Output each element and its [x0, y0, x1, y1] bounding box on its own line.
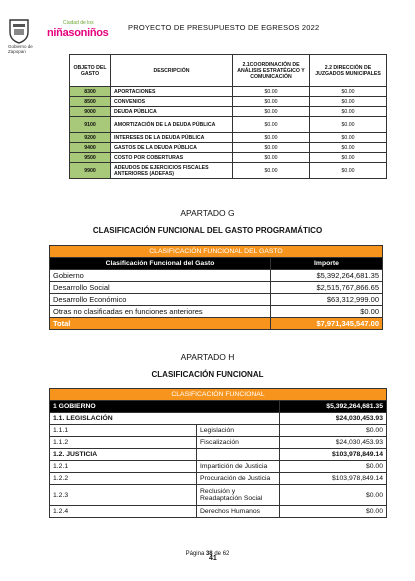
table-row — [50, 270, 383, 282]
footer-stamp: 41 — [209, 555, 217, 562]
section-h-title: CLASIFICACIÓN FUNCIONAL — [151, 370, 264, 379]
table-row — [50, 473, 387, 485]
object-desc: COSTO POR COBERTURAS — [111, 153, 233, 163]
gobierno-row — [50, 401, 387, 413]
amount-coordinacion: $0.00 — [233, 87, 310, 97]
footer-total: 62 — [222, 551, 230, 557]
row-value: $63,312,999.00 — [271, 294, 383, 306]
total-value: $7,971,345,547.00 — [271, 318, 383, 330]
table-row — [50, 437, 387, 449]
object-code: 9200 — [70, 133, 111, 143]
row-code: 1.2.2 — [50, 473, 197, 485]
table-row — [50, 485, 387, 506]
col-coordinacion: 2.1COORDINACIÓN DE ANÁLISIS ESTRATÉGICO Y COMUNICACIÓN — [233, 55, 310, 87]
row-name: Gobierno — [50, 270, 271, 282]
row-name: Impartición de Justicia — [197, 461, 280, 473]
table-row — [70, 117, 387, 133]
row-value: $0.00 — [280, 485, 387, 506]
object-code: 9100 — [70, 117, 111, 133]
table-row — [70, 143, 387, 153]
amount-juzgados: $0.00 — [310, 87, 387, 97]
table-row — [50, 294, 383, 306]
row-code: 1.2.4 — [50, 506, 197, 518]
section-h-label: APARTADO H — [180, 352, 235, 362]
table-row — [70, 163, 387, 179]
row-value: $0.00 — [271, 306, 383, 318]
object-code: 8500 — [70, 97, 111, 107]
row-value: $24,030,453.93 — [280, 413, 387, 425]
functional-detail-table — [49, 388, 387, 518]
row-value: $0.00 — [280, 425, 387, 437]
empty-cell — [197, 449, 280, 461]
footer-prefix: Página — [185, 551, 205, 557]
amount-coordinacion: $0.00 — [233, 117, 310, 133]
section-g-title: CLASIFICACIÓN FUNCIONAL DEL GASTO PROGRAMÁTICO — [92, 226, 323, 235]
row-value: $5,392,264,681.35 — [280, 401, 387, 413]
row-name: Desarrollo Social — [50, 282, 271, 294]
table-header-row — [70, 55, 387, 87]
row-code: 1.1.1 — [50, 425, 197, 437]
row-name: Fiscalización — [197, 437, 280, 449]
table-row — [70, 97, 387, 107]
city-name: Gobierno de Zapopan — [8, 44, 33, 54]
row-code: 1.2.3 — [50, 485, 197, 506]
table-row — [50, 425, 387, 437]
row-name: Desarrollo Económico — [50, 294, 271, 306]
table-band: CLASIFICACIÓN FUNCIONAL — [50, 389, 387, 401]
row-value: $0.00 — [280, 506, 387, 518]
table-row — [70, 107, 387, 117]
amount-juzgados: $0.00 — [310, 153, 387, 163]
ninez-logo-top: Ciudad de los — [63, 20, 94, 26]
page-header — [0, 0, 415, 54]
amount-juzgados: $0.00 — [310, 97, 387, 107]
document-title: PROYECTO DE PRESUPUESTO DE EGRESOS 2022 — [128, 23, 320, 32]
table-row — [50, 461, 387, 473]
amount-coordinacion: $0.00 — [233, 107, 310, 117]
amount-juzgados: $0.00 — [310, 163, 387, 179]
amount-juzgados: $0.00 — [310, 133, 387, 143]
amount-juzgados: $0.00 — [310, 143, 387, 153]
object-code: 9900 — [70, 163, 111, 179]
row-name: Reclusión y Readaptación Social — [197, 485, 280, 506]
amount-coordinacion: $0.00 — [233, 153, 310, 163]
amount-coordinacion: $0.00 — [233, 97, 310, 107]
row-value: $103,978,849.14 — [280, 449, 387, 461]
subtotal-row — [50, 449, 387, 461]
row-name: 1.1. LEGISLACIÓN — [50, 413, 280, 425]
object-code: 8300 — [70, 87, 111, 97]
table-row — [70, 133, 387, 143]
amount-coordinacion: $0.00 — [233, 163, 310, 179]
total-row — [50, 318, 383, 330]
object-desc: ADEUDOS DE EJERCICIOS FISCALES ANTERIORES (ADEFAS) — [111, 163, 233, 179]
object-desc: GASTOS DE LA DEUDA PÚBLICA — [111, 143, 233, 153]
table-row — [50, 282, 383, 294]
table-row — [70, 153, 387, 163]
object-code: 9500 — [70, 153, 111, 163]
page-footer — [0, 551, 415, 562]
footer-sep: de — [214, 551, 222, 557]
object-desc: INTERESES DE LA DEUDA PÚBLICA — [111, 133, 233, 143]
ninez-logo-main: niñasoniños — [47, 27, 109, 39]
row-value: $0.00 — [280, 461, 387, 473]
footer-page: 38 — [205, 551, 213, 557]
table-row — [70, 87, 387, 97]
row-name: Procuración de Justicia — [197, 473, 280, 485]
table-band: CLASIFICACIÓN FUNCIONAL DEL GASTO — [50, 246, 383, 258]
subtotal-row — [50, 413, 387, 425]
row-value: $2,515,767,866.65 — [271, 282, 383, 294]
row-name: 1.2. JUSTICIA — [50, 449, 197, 461]
amount-coordinacion: $0.00 — [233, 133, 310, 143]
row-value: $103,978,849.14 — [280, 473, 387, 485]
section-g-label: APARTADO G — [180, 208, 235, 218]
amount-coordinacion: $0.00 — [233, 143, 310, 153]
col-amount: Importe — [271, 258, 383, 270]
object-desc: DEUDA PÚBLICA — [111, 107, 233, 117]
col-objeto: OBJETO DEL GASTO — [70, 55, 111, 87]
row-name: Otras no clasificadas en funciones anteriores — [50, 306, 271, 318]
row-value: $24,030,453.93 — [280, 437, 387, 449]
object-desc: CONVENIOS — [111, 97, 233, 107]
ninez-logo — [45, 17, 109, 41]
object-desc: APORTACIONES — [111, 87, 233, 97]
table-row — [50, 306, 383, 318]
row-code: 1.1.2 — [50, 437, 197, 449]
object-desc: AMORTIZACIÓN DE LA DEUDA PÚBLICA — [111, 117, 233, 133]
col-descripcion: DESCRIPCIÓN — [111, 55, 233, 87]
amount-juzgados: $0.00 — [310, 107, 387, 117]
total-label: Total — [50, 318, 271, 330]
table-row — [50, 506, 387, 518]
row-code: 1.2.1 — [50, 461, 197, 473]
row-name: Derechos Humanos — [197, 506, 280, 518]
col-juzgados: 2.2 DIRECCIÓN DE JUZGADOS MUNICIPALES — [310, 55, 387, 87]
row-name: Legislación — [197, 425, 280, 437]
object-code: 9400 — [70, 143, 111, 153]
functional-classification-table — [49, 245, 383, 330]
object-code: 9000 — [70, 107, 111, 117]
zapopan-shield-logo — [8, 18, 30, 44]
amount-juzgados: $0.00 — [310, 117, 387, 133]
row-value: $5,392,264,681.35 — [271, 270, 383, 282]
budget-object-table — [69, 54, 387, 179]
row-name: 1 GOBIERNO — [50, 401, 280, 413]
col-classification: Clasificación Funcional del Gasto — [50, 258, 271, 270]
